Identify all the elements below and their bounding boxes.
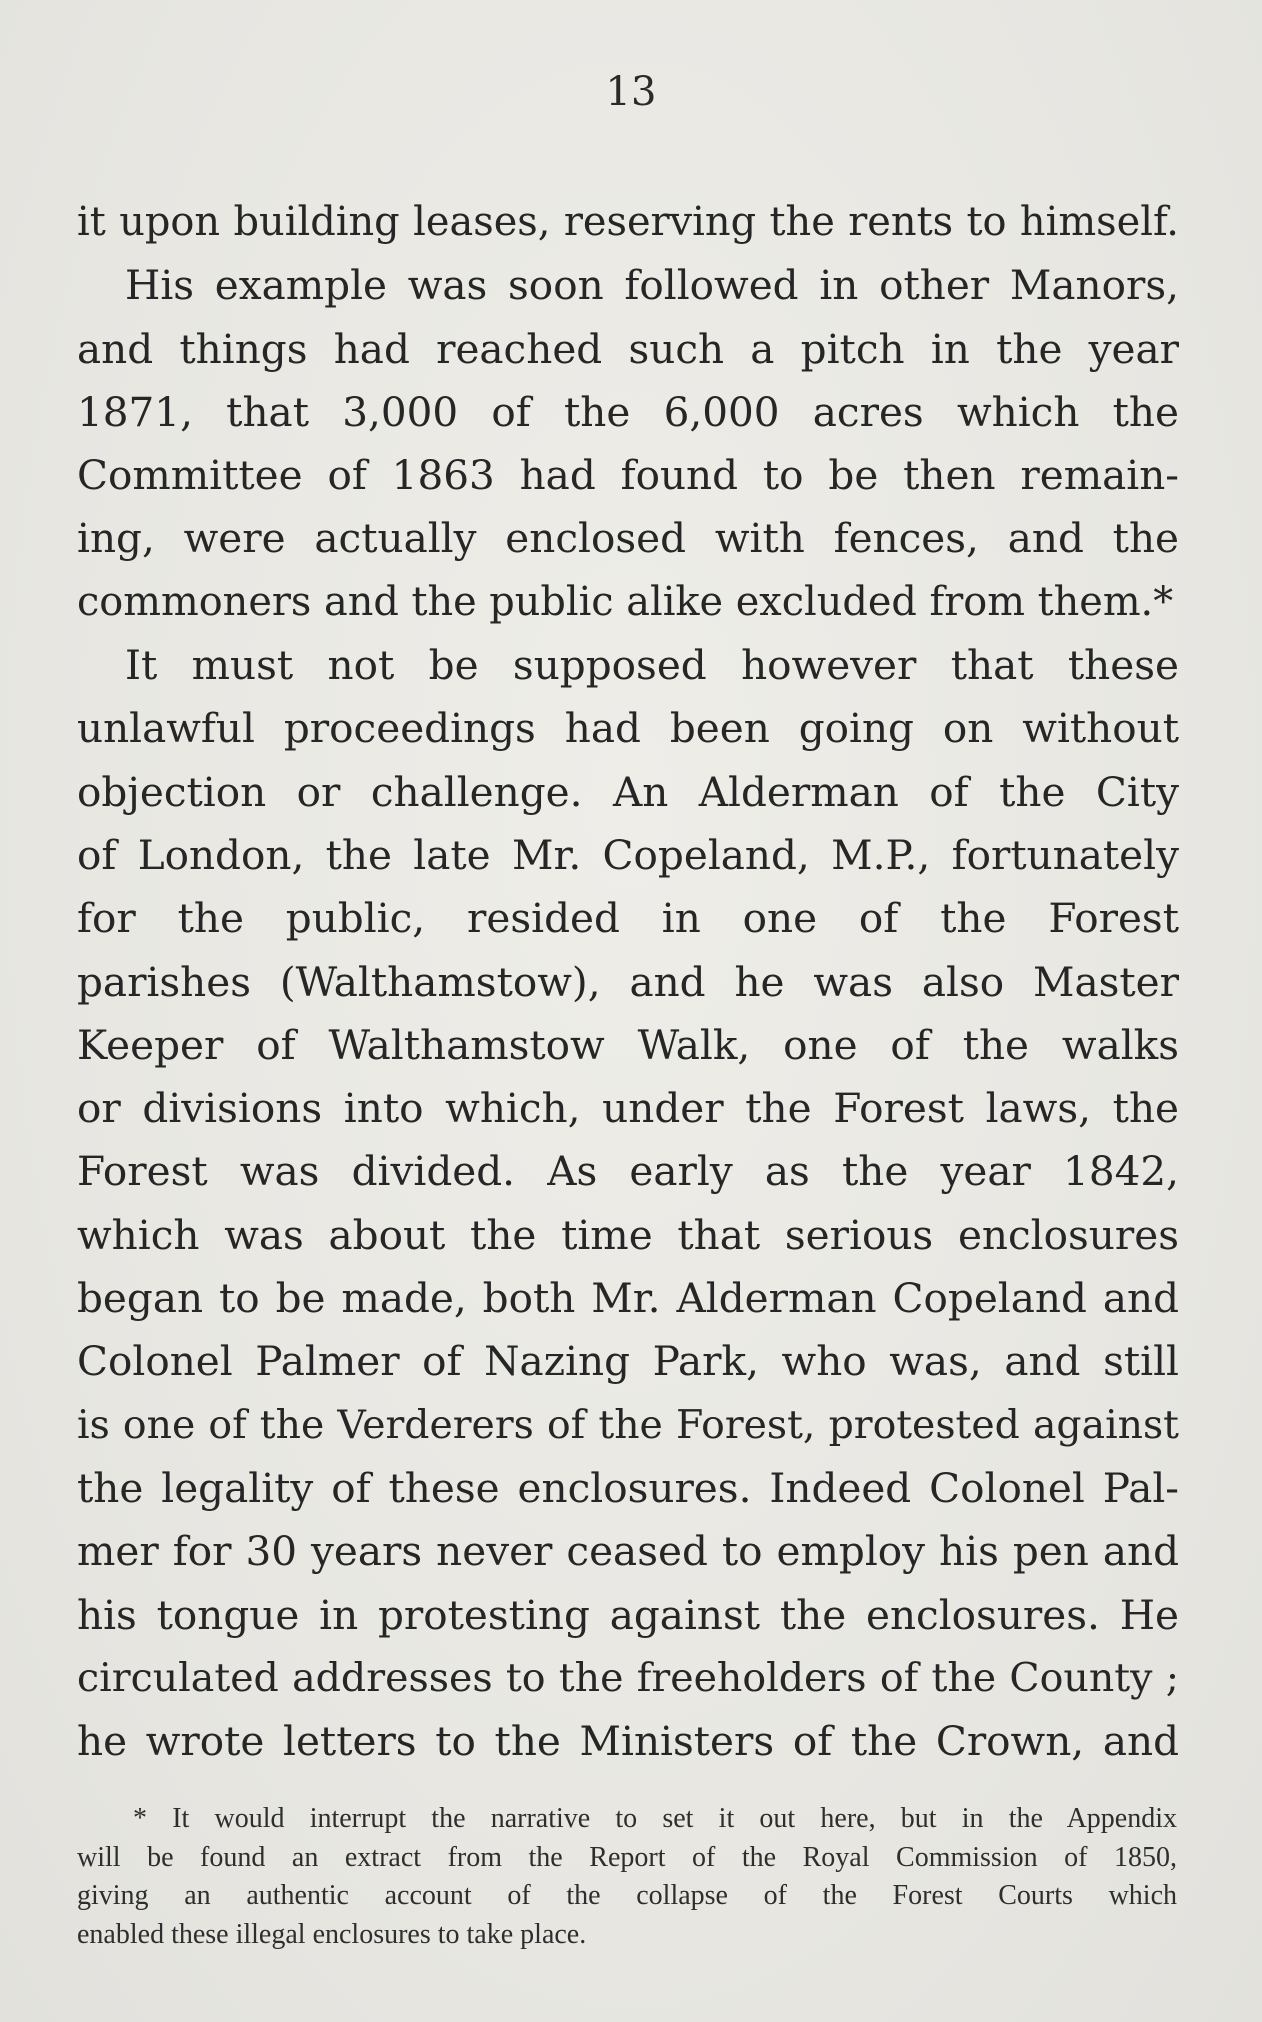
text-line: began to be made, both Mr. Alderman Copeland and: [77, 1274, 1179, 1323]
footnote-line: enabled these illegal enclosures to take place.: [77, 1918, 587, 1950]
text-line: 1871, that 3,000 of the 6,000 acres which the: [77, 387, 1179, 436]
text-line: It must not be supposed however that these: [125, 641, 1179, 690]
footnote-line: will be found an extract from the Report of the Royal Commission of 1850,: [77, 1841, 1177, 1873]
text-line: and things had reached such a pitch in the year: [77, 324, 1179, 373]
text-line: for the public, resided in one of the Forest: [77, 894, 1179, 943]
footnote: [77, 1800, 1177, 1954]
text-line: commoners and the public alike excluded from them.*: [77, 578, 1174, 625]
text-line: ing, were actually enclosed with fences, and the: [77, 514, 1179, 563]
text-line: which was about the time that serious enclosures: [77, 1210, 1179, 1259]
text-line: the legality of these enclosures. Indeed Colonel Pal-: [77, 1463, 1179, 1512]
text-line: is one of the Verderers of the Forest, protested against: [77, 1401, 1179, 1448]
text-line: he wrote letters to the Ministers of the Crown, and: [77, 1717, 1179, 1766]
text-line: parishes (Walthamstow), and he was also Master: [77, 957, 1179, 1006]
text-line: Committee of 1863 had found to be then remain-: [77, 451, 1179, 500]
text-line: it upon building leases, reserving the rents to himself.: [77, 199, 1179, 245]
page-number: 13: [605, 69, 657, 115]
text-line: His example was soon followed in other Manors,: [125, 261, 1179, 310]
text-line: unlawful proceedings had been going on without: [77, 704, 1179, 753]
text-line: objection or challenge. An Alderman of the City: [77, 767, 1179, 816]
text-line: Forest was divided. As early as the year 1842,: [77, 1147, 1179, 1196]
footnote-line: giving an authentic account of the collapse of the Forest Courts which: [77, 1880, 1177, 1911]
text-line: his tongue in protesting against the enclosures. He: [77, 1590, 1179, 1639]
text-line: mer for 30 years never ceased to employ his pen and: [77, 1527, 1179, 1576]
text-line: Colonel Palmer of Nazing Park, who was, and still: [77, 1337, 1179, 1386]
text-line: or divisions into which, under the Forest laws, the: [77, 1084, 1179, 1133]
text-line: circulated addresses to the freeholders of the County ;: [77, 1654, 1179, 1701]
body-text: [77, 191, 1179, 1773]
footnote-line: * It would interrupt the narrative to set it out here, but in the Appendix: [133, 1803, 1177, 1834]
text-line: of London, the late Mr. Copeland, M.P., fortunately: [77, 830, 1179, 879]
text-line: Keeper of Walthamstow Walk, one of the walks: [77, 1020, 1179, 1069]
